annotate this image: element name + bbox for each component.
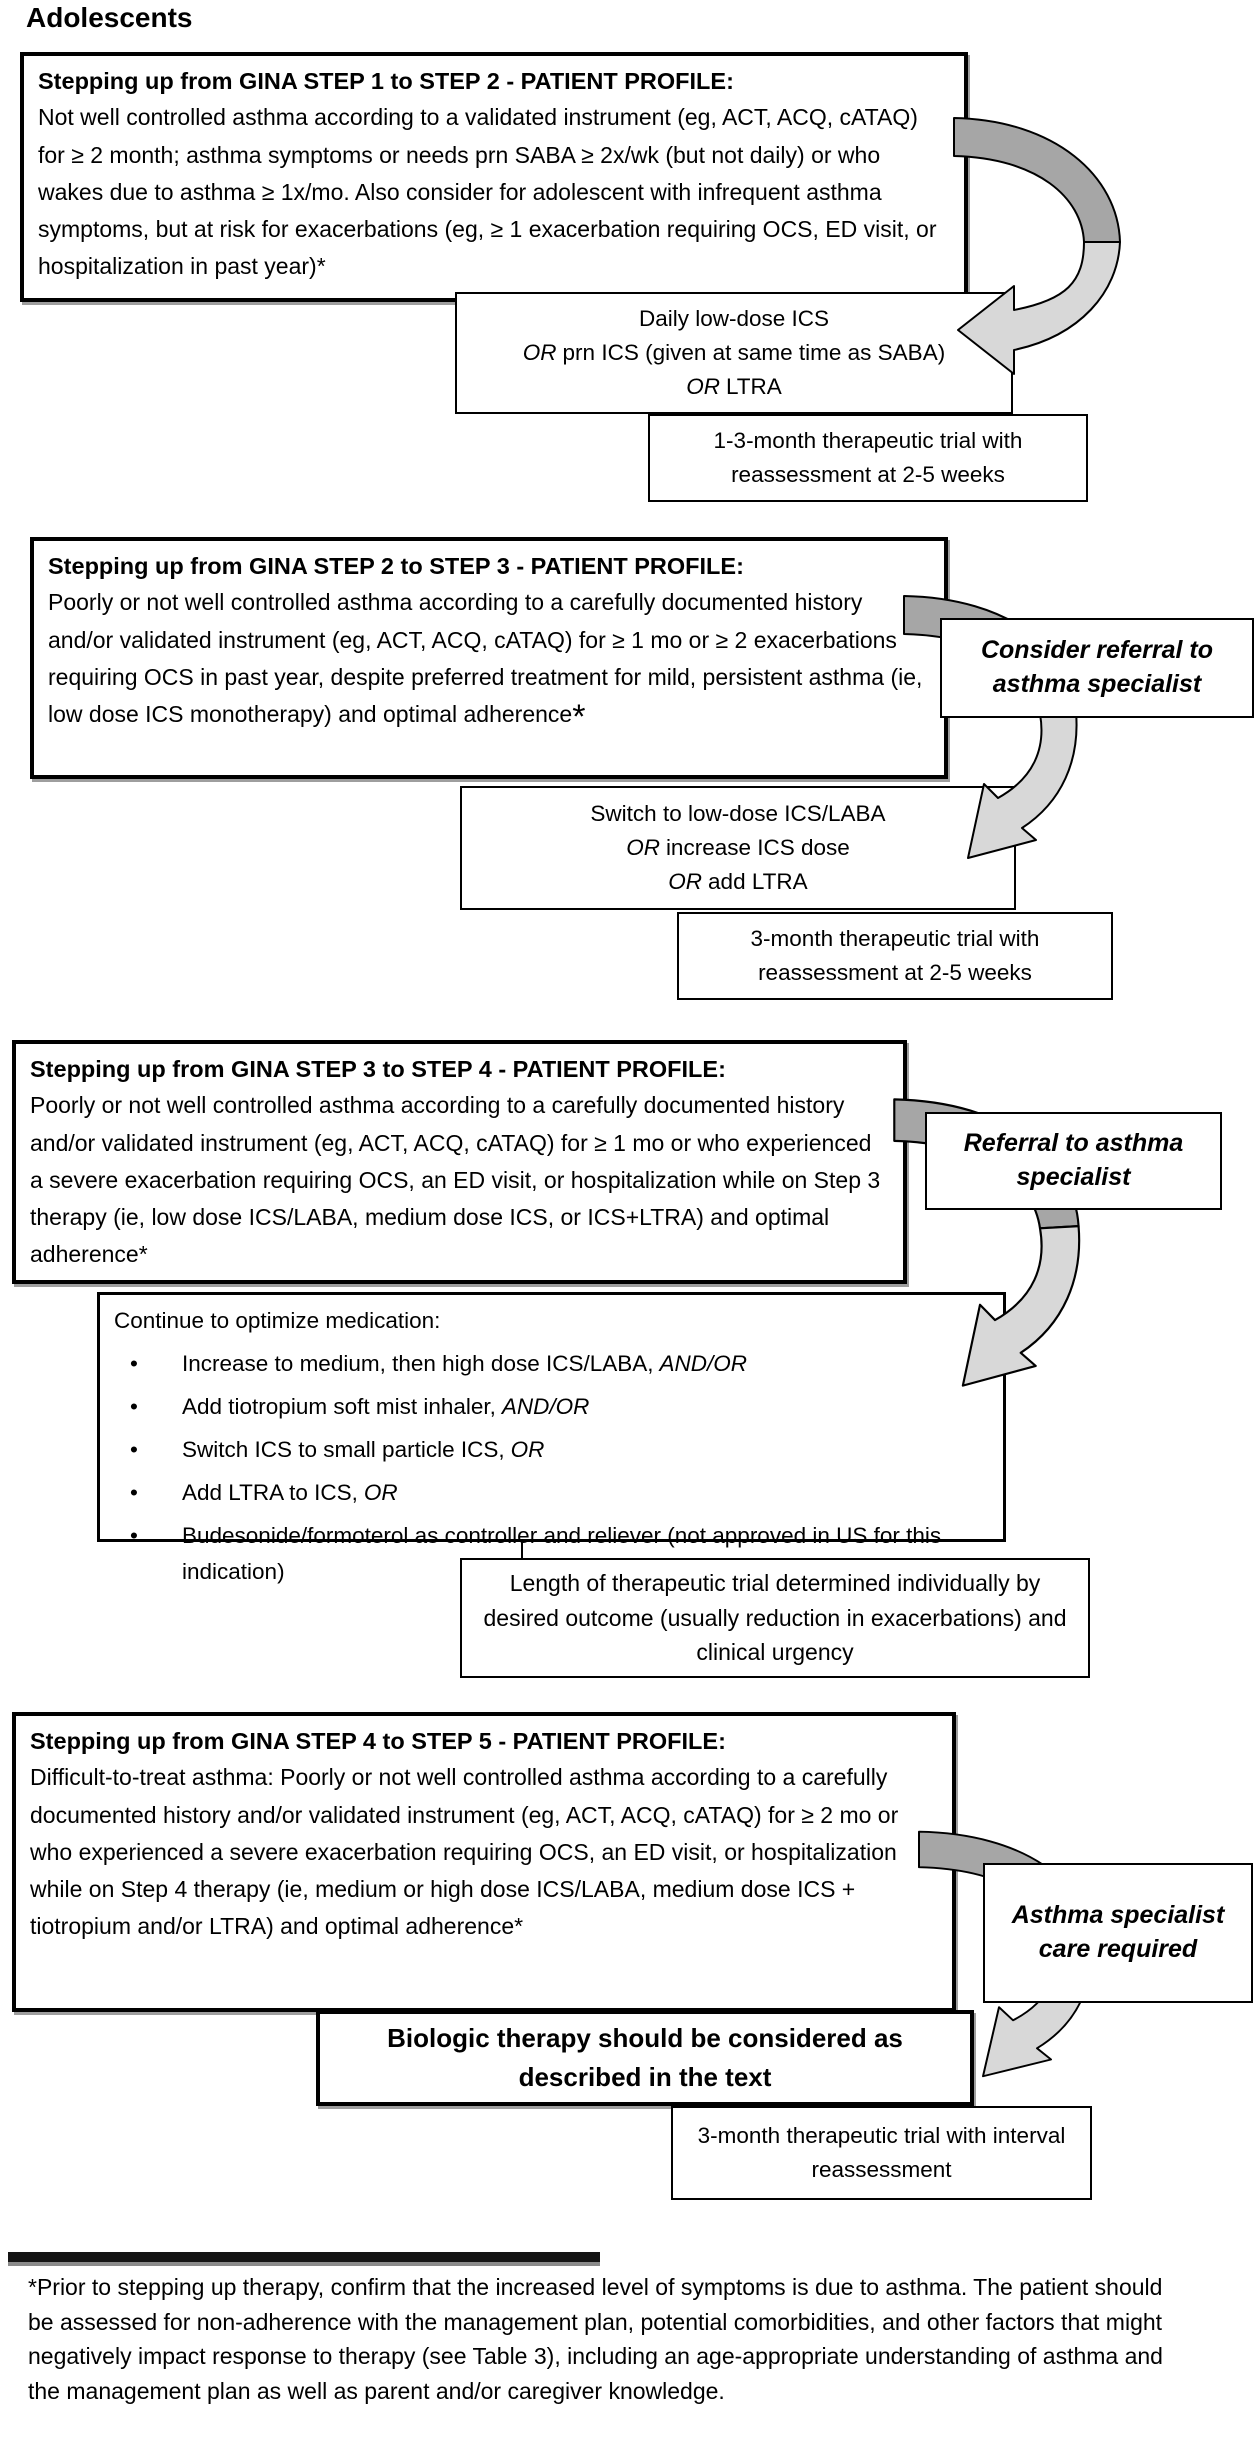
treatment-line: OR prn ICS (given at same time as SABA) bbox=[522, 340, 946, 366]
profile-box-step2-to-step3 bbox=[30, 537, 948, 779]
trial-box-step3: 3-month therapeutic trial with reassessment at 2-5 weeks bbox=[677, 912, 1113, 1000]
bullet-icon: • bbox=[130, 1351, 138, 1376]
profile-title: Stepping up from GINA STEP 4 to STEP 5 - PATIENT PROFILE: bbox=[30, 1728, 726, 1754]
profile-body: Difficult-to-treat asthma: Poorly or not well controlled asthma according to a carefully documented history and/or validated instrument (eg, ACT, ACQ, cATAQ) for ≥ 2 mo or who experienced a severe exacerbation requiring OCS, an ED visit, or hospitalization while on Step 4 therapy (ie, medium or high dose ICS/LABA, medium dose ICS + tiotropium and/or LTRA) and optimal adherence* bbox=[30, 1764, 899, 1940]
treatment-line: Switch to low-dose ICS/LABA bbox=[590, 801, 886, 827]
specialist-care-box: Asthma specialist care required bbox=[983, 1863, 1253, 2003]
bullet-item: • Add tiotropium soft mist inhaler, AND/OR bbox=[114, 1389, 989, 1425]
bullets-heading: Continue to optimize medication: bbox=[114, 1308, 441, 1333]
biologic-therapy-box: Biologic therapy should be considered as described in the text bbox=[316, 2010, 974, 2106]
treatment-line: OR add LTRA bbox=[668, 868, 808, 894]
trial-box-step2: 1-3-month therapeutic trial with reassessment at 2-5 weeks bbox=[648, 414, 1088, 502]
profile-title: Stepping up from GINA STEP 2 to STEP 3 - PATIENT PROFILE: bbox=[48, 553, 744, 579]
profile-title: Stepping up from GINA STEP 3 to STEP 4 - PATIENT PROFILE: bbox=[30, 1056, 726, 1082]
bullet-icon: • bbox=[130, 1437, 138, 1462]
page-title: Adolescents bbox=[26, 2, 193, 33]
referral-box: Referral to asthma specialist bbox=[925, 1112, 1222, 1210]
bullet-icon: • bbox=[130, 1523, 138, 1548]
optimize-medication-box bbox=[97, 1292, 1006, 1584]
bullet-item: • Budesonide/formoterol as controller and reliever (not approved in US for this indication) bbox=[114, 1518, 989, 1590]
profile-box-step4-to-step5 bbox=[12, 1712, 956, 2012]
trial-box-step5: 3-month therapeutic trial with interval reassessment bbox=[671, 2106, 1092, 2200]
profile-box-step1-to-step2 bbox=[20, 52, 968, 302]
footnote-asterisk: * bbox=[572, 698, 586, 736]
footnote-text: *Prior to stepping up therapy, confirm that the increased level of symptoms is due to asthma. The patient should be assessed for non-adherence with the management plan, potential comorbidities, and other factors that might negatively impact response to therapy (see Table 3), including an age-appropriate understanding of asthma and the management plan as well as parent and/or caregiver knowledge. bbox=[28, 2274, 1163, 2404]
curved-step-up-arrow-icon bbox=[950, 114, 1140, 376]
profile-title: Stepping up from GINA STEP 1 to STEP 2 - PATIENT PROFILE: bbox=[38, 68, 734, 94]
profile-body: Not well controlled asthma according to a validated instrument (eg, ACT, ACQ, cATAQ) for ≥ 2 month; asthma symptoms or needs prn SABA ≥ 2x/wk (but not daily) or who wakes due to asthma ≥ 1x/mo. Also consider for adolescent with infrequent asthma symptoms, but at risk for exacerbations (eg, ≥ 1 exacerbation requiring OCS, ED visit, or hospitalization in past year)* bbox=[38, 104, 937, 280]
profile-box-step3-to-step4 bbox=[12, 1040, 907, 1284]
bullet-item: • Increase to medium, then high dose ICS/LABA, AND/OR bbox=[114, 1346, 989, 1382]
bullet-icon: • bbox=[130, 1394, 138, 1419]
footnote-divider-bar bbox=[8, 2252, 600, 2262]
trial-length-box: Length of therapeutic trial determined individually by desired outcome (usually reduction in exacerbations) and clinical urgency bbox=[460, 1558, 1090, 1678]
treatment-line: OR increase ICS dose bbox=[626, 835, 850, 861]
bullet-item: • Add LTRA to ICS, OR bbox=[114, 1475, 989, 1511]
bullet-icon: • bbox=[130, 1480, 138, 1505]
treatment-line: Daily low-dose ICS bbox=[638, 306, 830, 332]
bullet-item: • Switch ICS to small particle ICS, OR bbox=[114, 1432, 989, 1468]
treatment-box-step2 bbox=[455, 292, 1013, 414]
profile-body: Poorly or not well controlled asthma according to a carefully documented history and/or validated instrument (eg, ACT, ACQ, cATAQ) for ≥ 1 mo or who experienced a severe exacerbation requiring OCS, an ED visit, or hospitalization while on Step 3 therapy (ie, low dose ICS/LABA, medium dose ICS, or ICS+LTRA) and optimal adherence* bbox=[30, 1092, 881, 1268]
consider-referral-box: Consider referral to asthma specialist bbox=[940, 618, 1254, 718]
treatment-line: OR LTRA bbox=[686, 373, 782, 399]
profile-body: Poorly or not well controlled asthma according to a carefully documented history and/or validated instrument (eg, ACT, ACQ, cATAQ) for ≥ 1 mo or ≥ 2 exacerbations requiring OCS in past year, despite preferred treatment for mild, persistent asthma (ie, low dose ICS monotherapy) and optimal adherence* bbox=[48, 589, 923, 736]
